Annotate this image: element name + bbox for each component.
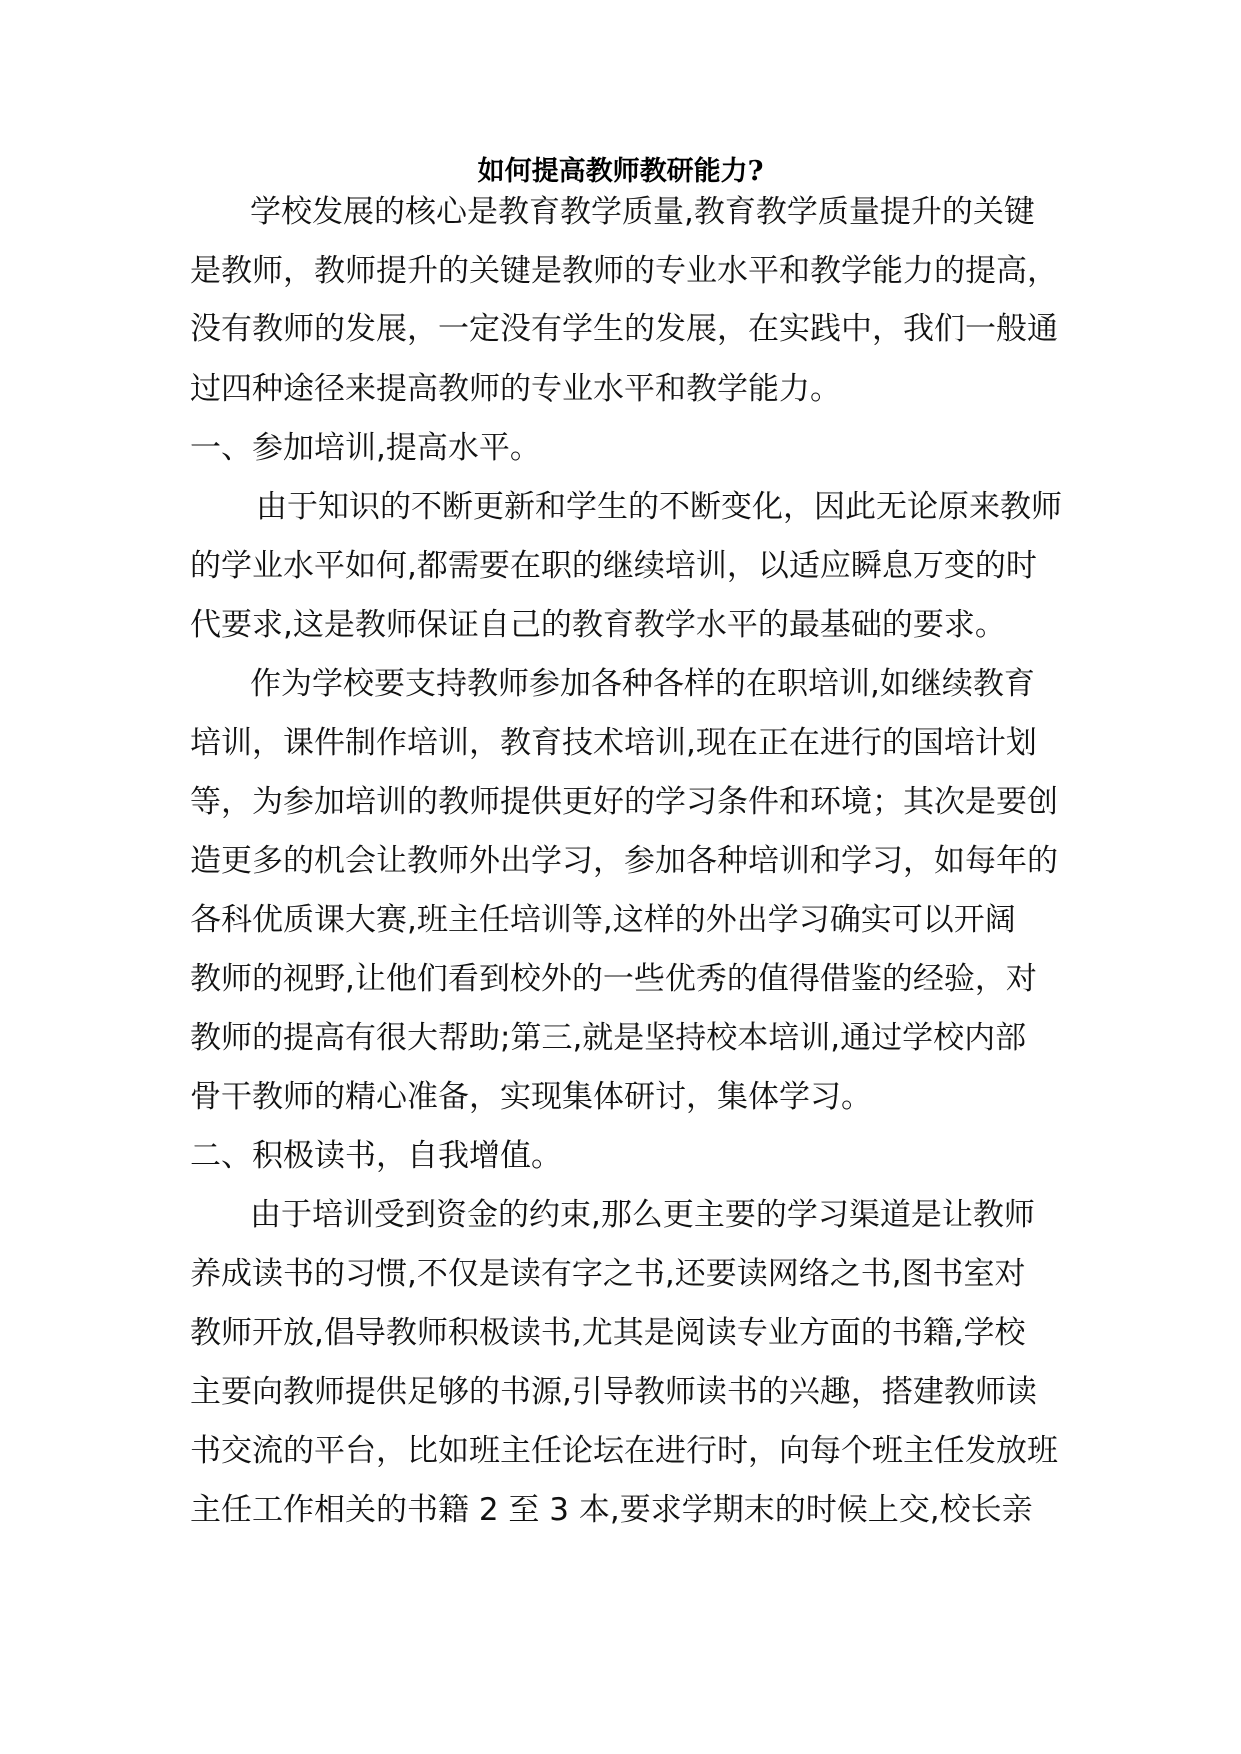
paragraph-line: 代要求,这是教师保证自己的教育教学水平的最基础的要求。 — [190, 607, 1006, 643]
paragraph-line: 主任工作相关的书籍 2 至 3 本,要求学期末的时候上交,校长亲 — [190, 1492, 1033, 1528]
paragraph-line: 由于培训受到资金的约束,那么更主要的学习渠道是让教师 — [250, 1197, 1035, 1233]
paragraph-line: 教师开放,倡导教师积极读书,尤其是阅读专业方面的书籍,学校 — [190, 1315, 1026, 1351]
paragraph-line: 由于知识的不断更新和学生的不断变化，因此无论原来教师 — [256, 489, 1062, 525]
paragraph-line: 是教师，教师提升的关键是教师的专业水平和教学能力的提高， — [190, 253, 1058, 289]
paragraph-line: 造更多的机会让教师外出学习，参加各种培训和学习，如每年的 — [190, 843, 1058, 879]
paragraph-line: 各科优质课大赛,班主任培训等,这样的外出学习确实可以开阔 — [190, 902, 1016, 938]
paragraph-line: 作为学校要支持教师参加各种各样的在职培训,如继续教育 — [250, 666, 1035, 702]
paragraph-line: 主要向教师提供足够的书源,引导教师读书的兴趣，搭建教师读 — [190, 1374, 1037, 1410]
paragraph-line: 过四种途径来提高教师的专业水平和教学能力。 — [190, 371, 841, 407]
section-heading: 一、参加培训,提高水平。 — [190, 430, 541, 466]
document-title: 如何提高教师教研能力? — [477, 156, 764, 187]
paragraph-line: 养成读书的习惯,不仅是读有字之书,还要读网络之书,图书室对 — [190, 1256, 1026, 1292]
paragraph-line: 骨干教师的精心准备，实现集体研讨，集体学习。 — [190, 1079, 872, 1115]
section-heading: 二、积极读书，自我增值。 — [190, 1138, 562, 1174]
paragraph-line: 没有教师的发展，一定没有学生的发展，在实践中，我们一般通 — [190, 311, 1058, 347]
paragraph-line: 等，为参加培训的教师提供更好的学习条件和环境；其次是要创 — [190, 784, 1058, 820]
paragraph-line: 教师的视野,让他们看到校外的一些优秀的值得借鉴的经验，对 — [190, 961, 1037, 997]
paragraph-line: 培训，课件制作培训，教育技术培训,现在正在进行的国培计划 — [190, 725, 1037, 761]
paragraph-line: 教师的提高有很大帮助;第三,就是坚持校本培训,通过学校内部 — [190, 1020, 1027, 1056]
paragraph-line: 的学业水平如何,都需要在职的继续培训，以适应瞬息万变的时 — [190, 548, 1037, 584]
paragraph-line: 书交流的平台，比如班主任论坛在进行时，向每个班主任发放班 — [190, 1433, 1058, 1469]
paragraph-line: 学校发展的核心是教育教学质量,教育教学质量提升的关键 — [250, 194, 1035, 230]
